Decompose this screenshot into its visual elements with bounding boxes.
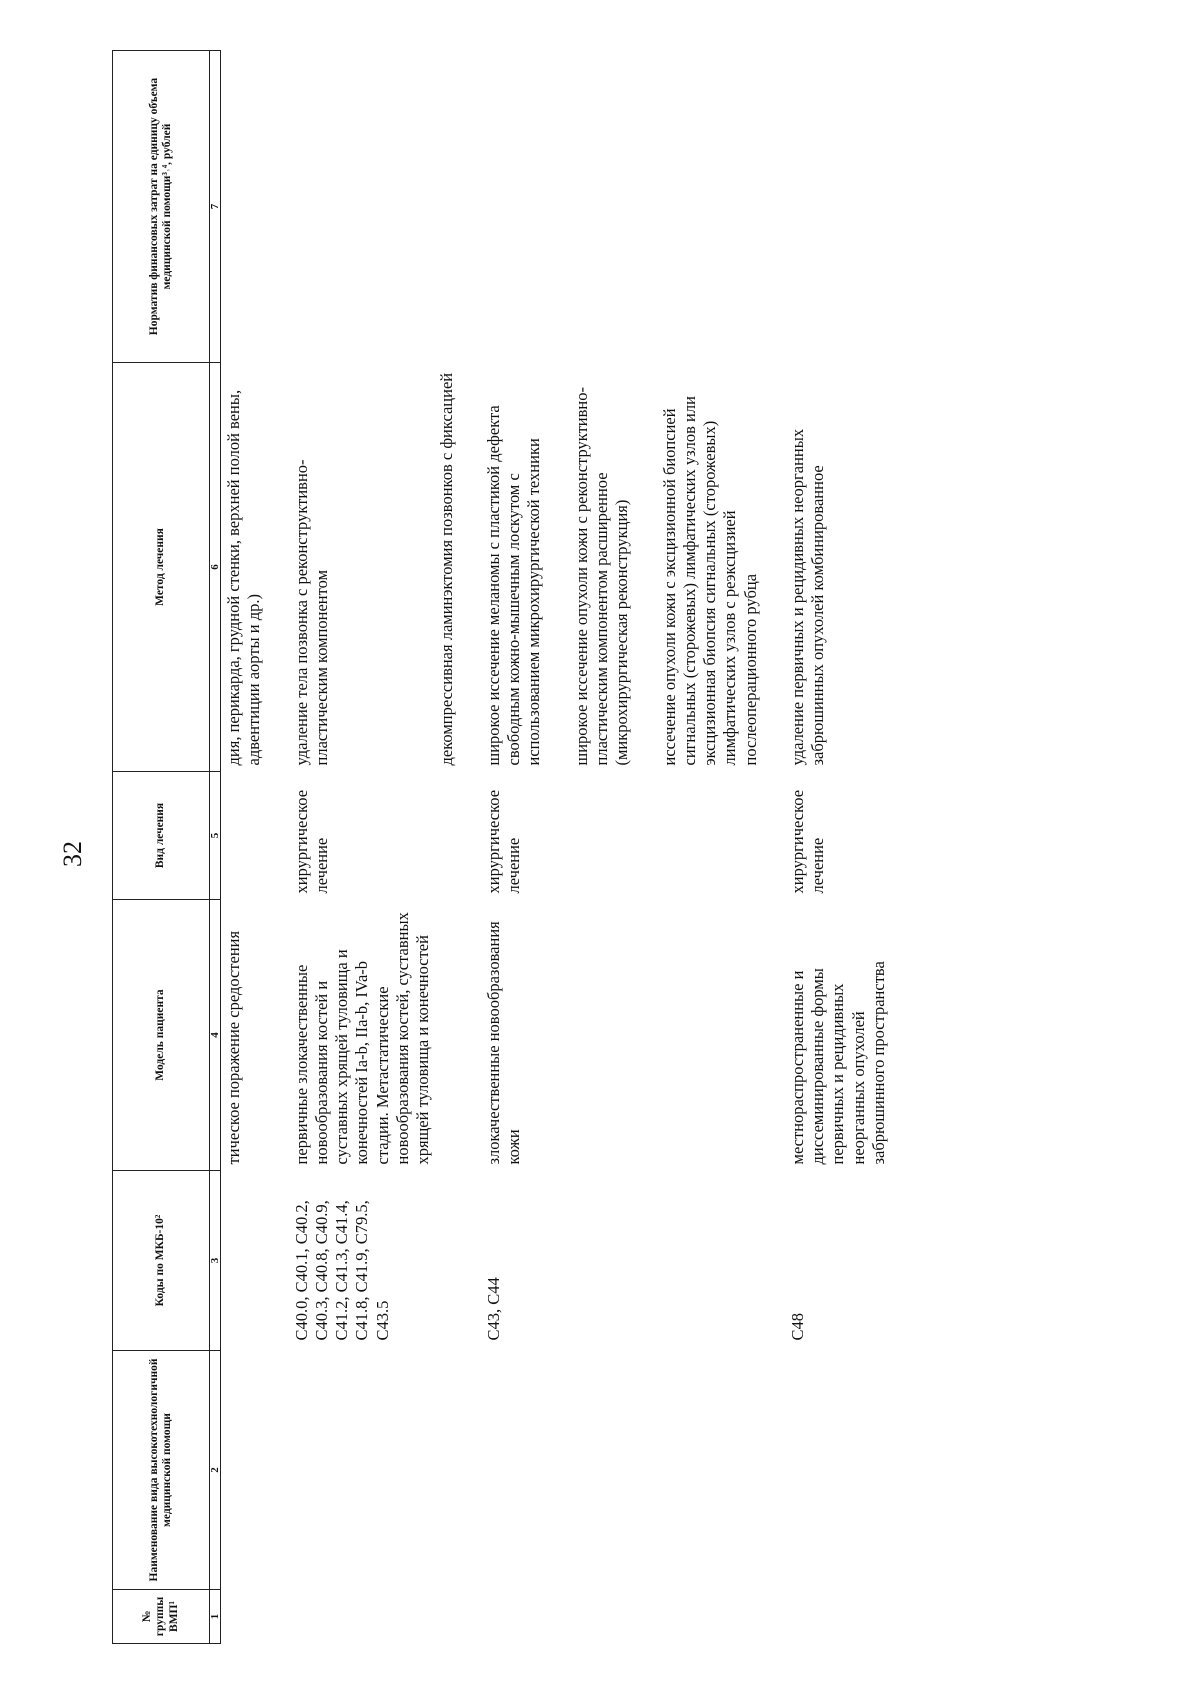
header-treatment-type: Вид лечения [113,772,210,900]
patient-model-cell: первичные злокачественные новообразования костей и суставных хрящей туловища и конечностей Ia-b, IIa-b, IVa-b стадии. Метастатические новообразования костей, суставных хрящей туловища и конечностей [291,912,433,1165]
column-number: 5 [210,772,221,900]
table-row [569,51,633,1644]
column-number: 1 [210,1590,221,1644]
page-number: 32 [58,841,87,867]
header-icd-codes: Коды по МКБ-10² [113,1171,210,1351]
table-row [785,51,889,1644]
icd-codes-cell [657,1171,761,1351]
patient-model-cell [434,900,457,1171]
patient-model-cell: тическое поражение средостения [224,930,243,1165]
table-row [481,51,545,1644]
treatment-type-cell: хирургическое лечение [291,789,331,894]
table-row [221,51,265,1644]
header-cost-standard: Норматив финансовых затрат на единицу объема медицинской помощи³˒⁴, рублей [113,51,210,363]
header-vmp-name: Наименование вида высокотехнологичной медицинской помощи [113,1351,210,1590]
treatment-type-cell [221,772,265,900]
treatment-type-cell [569,772,633,900]
treatment-type-cell [657,772,761,900]
patient-model-cell [657,900,761,1171]
treatment-method-cell: удаление тела позвонка с реконструктивно-пластическим компонентом [291,459,331,766]
treatment-type-cell [434,772,457,900]
patient-model-cell: злокачественные новообразования кожи [483,921,524,1165]
treatment-method-cell: декомпрессивная ламинэктомия позвонков с фиксацией [436,372,456,766]
column-number: 7 [210,51,221,363]
treatment-type-cell: хирургическое лечение [787,789,828,894]
table-row [434,51,457,1644]
header-group-number: № группы ВМП¹ [113,1590,210,1644]
icd-codes-cell: C43, C44 [483,1277,503,1341]
patient-model-cell: местнораспространенные и диссеминированные формы первичных и рецидивных неорганных опухолей забрюшинного пространства [787,961,889,1165]
treatment-method-cell: широкое иссечение опухоли кожи с реконструктивно-пластическим компонентом расширенное (микрохирургическая реконструкция) [571,387,632,766]
icd-codes-cell [221,1171,265,1351]
treatment-method-cell: удаление первичных и рецидивных неорганных забрюшинных опухолей комбинированное [787,428,828,766]
column-number-row [210,51,221,1644]
icd-codes-cell [569,1171,633,1351]
header-patient-model: Модель пациента [113,900,210,1171]
column-number: 4 [210,900,221,1171]
icd-codes-cell: C48 [787,1312,807,1341]
treatment-method-cell: иссечение опухоли кожи с эксцизионной биопсией сигнальных (сторожевых) лимфатических узлов или эксцизионная биопсия сигнальных (сторожевых) лимфатических узлов с реэксцизией послеоперационного рубца [659,396,760,766]
icd-codes-cell [434,1171,457,1351]
data-table [112,50,889,1644]
table-row [289,51,434,1644]
column-number: 2 [210,1351,221,1590]
patient-model-cell [569,900,633,1171]
table-row [657,51,761,1644]
header-treatment-method: Метод лечения [113,363,210,772]
treatment-type-cell: хирургическое лечение [483,789,524,894]
column-number: 6 [210,363,221,772]
treatment-method-cell: дия, перикарда, грудной стенки, верхней полой вены, адвентиции аорты и др.) [224,389,264,766]
icd-codes-cell: C40.0, C40.1, C40.2, C40.3, C40.8, C40.9, C41.2, C41.3, C41.4, C41.8, C41.9, C79.5, C43.5 [291,1200,392,1341]
treatment-method-cell: широкое иссечение меланомы с пластикой дефекта свободным кожно-мышечным лоскутом с использованием микрохирургической техники [483,405,544,766]
column-number: 3 [210,1171,221,1351]
header-row [113,51,210,1644]
